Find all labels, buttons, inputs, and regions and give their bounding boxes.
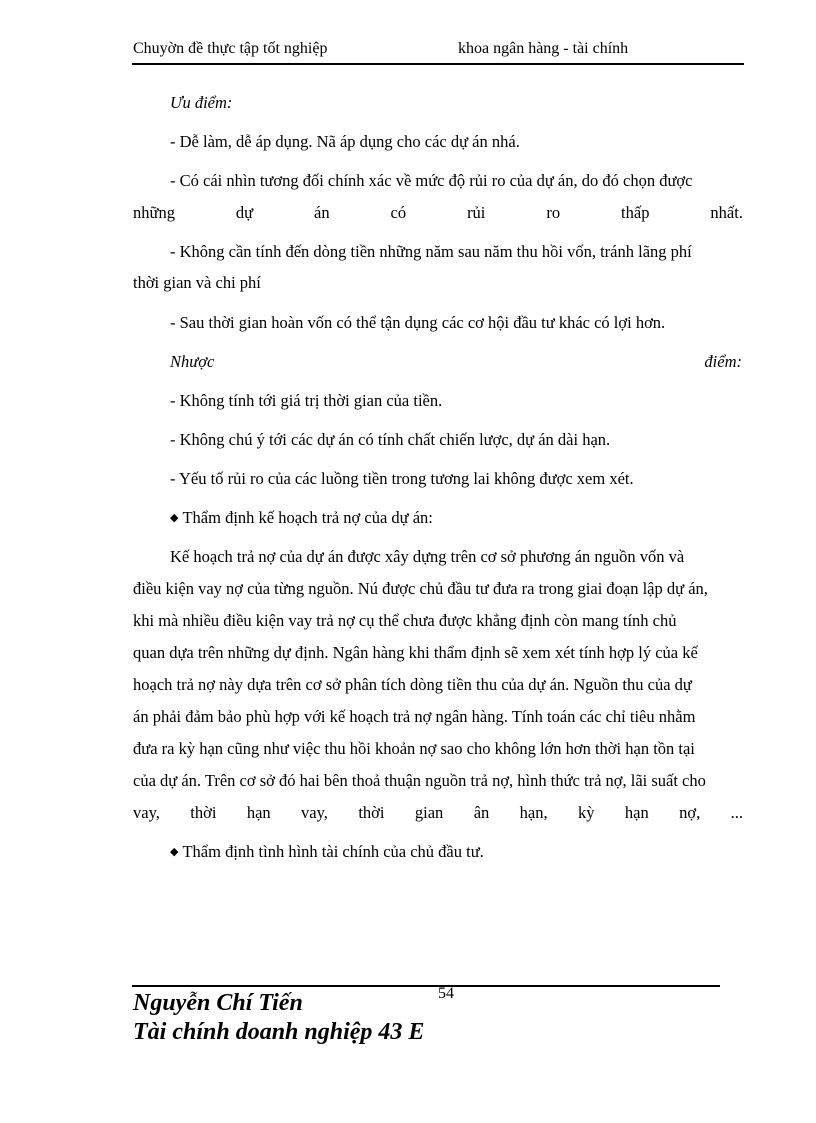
header-rule — [132, 63, 744, 65]
word: hạn — [624, 803, 649, 822]
word: điểm: — [704, 352, 742, 371]
footer-author: Nguyễn Chí Tiến — [133, 990, 303, 1016]
para-line-3: khi mà nhiều điều kiện vay trả nợ cụ thể chưa được khẳng định còn mang tính chủ — [133, 611, 677, 630]
word: vay, — [301, 803, 328, 822]
para-line-4: quan dựa trên những dự định. Ngân hàng khi thẩm định sẽ xem xét tính hợp lý của kế — [133, 643, 698, 662]
word: thời — [358, 803, 385, 822]
word: gian — [414, 803, 444, 822]
word: nợ, — [679, 803, 701, 822]
bullet-text: Thẩm định kế hoạch trả nợ của dự án: — [182, 508, 433, 527]
word: những — [133, 203, 175, 222]
word: ân — [473, 803, 490, 822]
para-line-9-justified — [133, 803, 743, 823]
bullet-debt-plan — [170, 508, 433, 530]
para-line-6: án phải đảm bảo phù hợp với kế hoạch trả nợ ngân hàng. Tính toán các chỉ tiêu nhằm — [133, 707, 696, 726]
word: rủi — [467, 203, 486, 222]
bullet-text: Thẩm định tình hình tài chính của chủ đầu tư. — [182, 842, 484, 861]
advantage-item-2: - Có cái nhìn tương đối chính xác về mức độ rủi ro của dự án, do đó chọn được — [170, 171, 693, 190]
disadvantage-item-3: - Yếu tố rủi ro của các luồng tiền trong tương lai không được xem xét. — [170, 469, 634, 488]
footer-class: Tài chính doanh nghiệp 43 E — [133, 1019, 425, 1045]
word: thời — [190, 803, 217, 822]
footer-rule — [132, 985, 720, 987]
bullet-financial — [170, 842, 484, 864]
header-left: Chuyờn đề thực tập tốt nghiệp — [133, 40, 328, 57]
advantages-heading: Ưu điểm: — [170, 93, 233, 112]
para-line-2: điều kiện vay nợ của từng nguồn. Nú được chủ đầu tư đưa ra trong giai đoạn lập dự án, — [133, 579, 708, 598]
advantage-item-4: - Sau thời gian hoàn vốn có thể tận dụng các cơ hội đầu tư khác có lợi hơn. — [170, 313, 666, 332]
word: ro — [546, 203, 561, 222]
word: có — [390, 203, 407, 222]
word: án — [314, 203, 330, 222]
diamond-bullet-icon: ◆ — [170, 512, 179, 524]
word: hạn — [246, 803, 271, 822]
advantage-item-1: - Dễ làm, dễ áp dụng. Nã áp dụng cho các dự án nhá. — [170, 132, 520, 151]
disadvantage-item-1: - Không tính tới giá trị thời gian của tiền. — [170, 391, 443, 410]
para-line-5: hoạch trả nợ này dựa trên cơ sở phân tích dòng tiền thu của dự án. Nguồn thu của dự — [133, 675, 692, 694]
diamond-bullet-icon: ◆ — [170, 846, 179, 858]
word: hạn, — [519, 803, 548, 822]
para-line-8: của dự án. Trên cơ sở đó hai bên thoả thuận nguồn trả nợ, hình thức trả nợ, lãi suất cho — [133, 771, 706, 790]
word: ... — [730, 803, 743, 822]
page-number: 54 — [438, 985, 454, 1002]
word: vay, — [133, 803, 160, 822]
word: nhất. — [710, 203, 743, 222]
disadvantages-heading — [170, 352, 742, 372]
word: dự — [235, 203, 254, 222]
advantage-item-3-cont: thời gian và chi phí — [133, 273, 261, 292]
advantage-item-3: - Không cần tính đến dòng tiền những năm sau năm thu hồi vốn, tránh lãng phí — [170, 242, 692, 261]
word: thấp — [621, 203, 650, 222]
disadvantage-item-2: - Không chú ý tới các dự án có tính chất chiến lược, dự án dài hạn. — [170, 430, 611, 449]
advantage-item-2-justified-line — [133, 203, 743, 223]
header-right: khoa ngân hàng - tài chính — [458, 40, 629, 57]
word: kỳ — [578, 803, 595, 822]
para-line-7: đưa ra kỳ hạn cũng như việc thu hồi khoản nợ sao cho không lớn hơn thời hạn tồn tại — [133, 739, 695, 758]
para-line-1: Kế hoạch trả nợ của dự án được xây dựng trên cơ sở phương án nguồn vốn và — [170, 547, 685, 566]
word: Nhược — [170, 352, 215, 371]
